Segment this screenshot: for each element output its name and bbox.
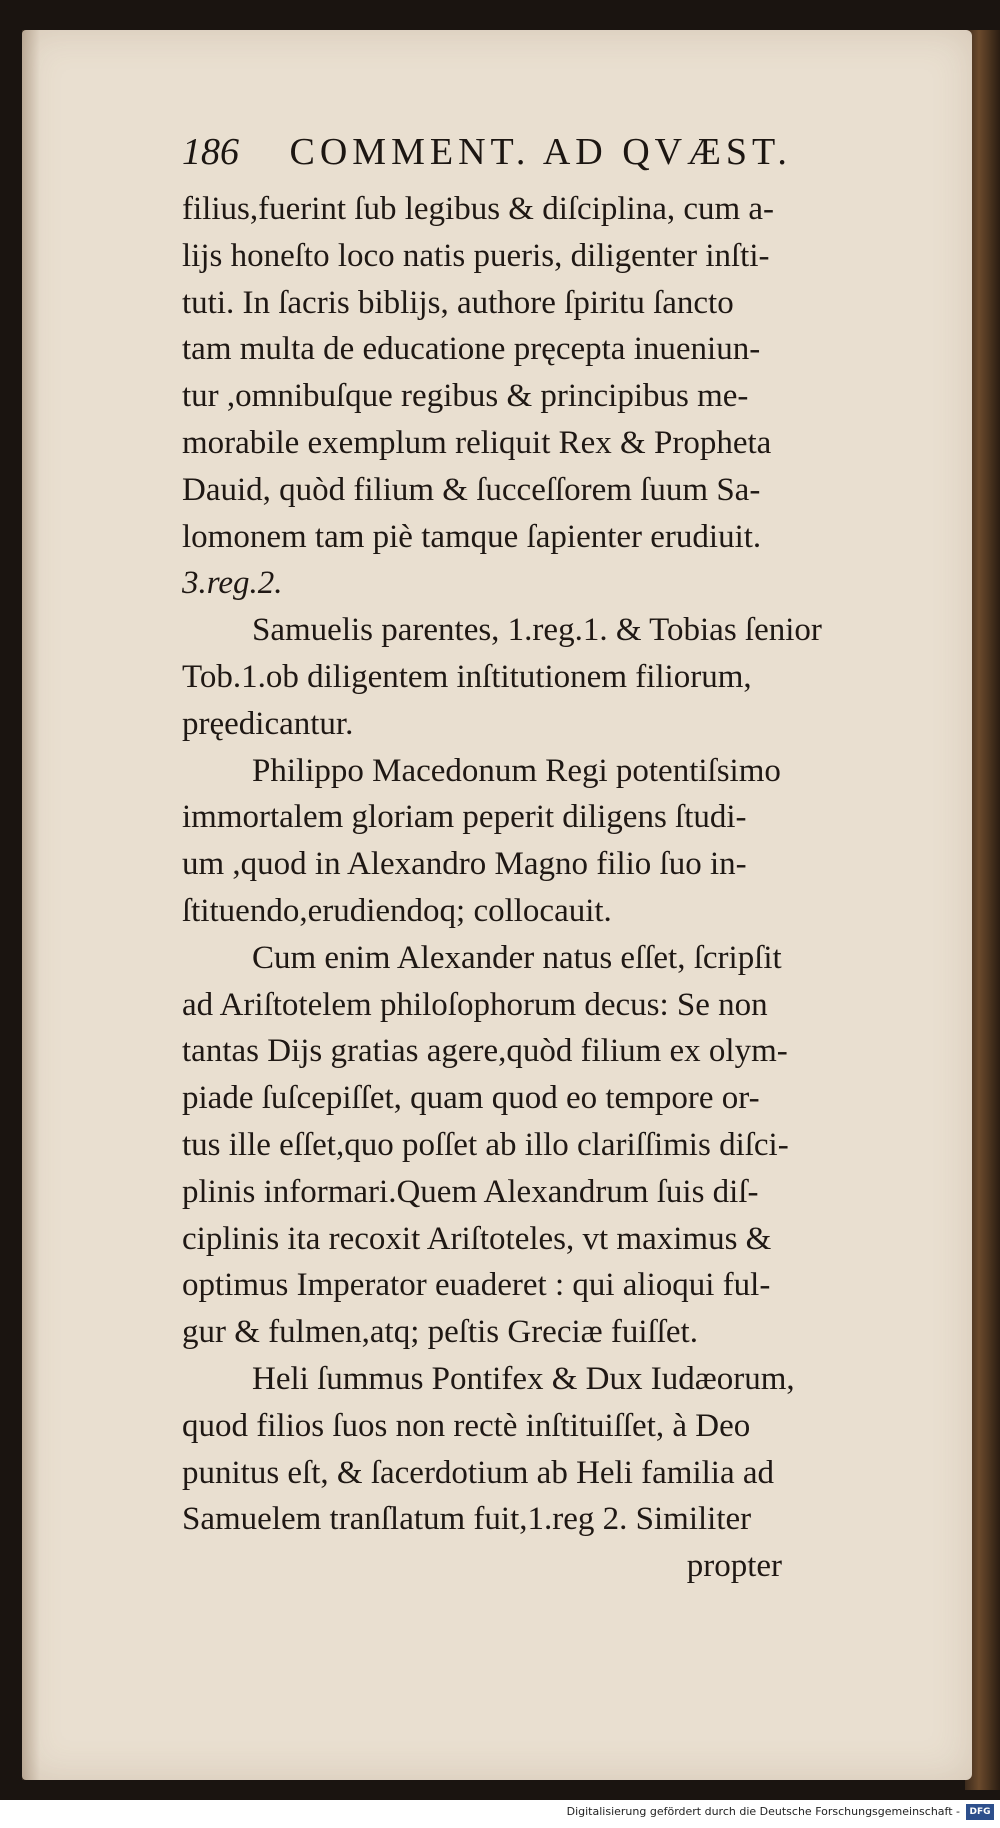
text-line: tuti. In ſacris biblijs, authore ſpiritu ſancto <box>182 284 734 321</box>
text-line: punitus eſt, & ſacerdotium ab Heli familia ad <box>182 1454 775 1491</box>
text-line: ciplinis ita recoxit Ariſtoteles, vt maximus & <box>182 1220 772 1257</box>
footer-credit: Digitalisierung gefördert durch die Deutsche Forschungsgemeinschaft - <box>566 1805 960 1818</box>
text-line: pręedicantur. <box>182 705 354 742</box>
text-line: ſtituendo,erudiendoq; collocauit. <box>182 892 612 929</box>
text-line: ad Ariſtotelem philoſophorum decus: Se non <box>182 986 768 1023</box>
running-header <box>182 130 942 190</box>
text-line: piade ſuſcepiſſet, quam quod eo tempore or- <box>182 1080 760 1117</box>
text-line: lomonem tam piè tamque ſapienter erudiuit. <box>182 518 762 555</box>
page-number: 186 <box>182 131 239 173</box>
catchword: propter <box>686 1548 782 1585</box>
text-line: 3.reg.2. <box>182 565 283 602</box>
text-line: um ,quod in Alexandro Magno filio ſuo in- <box>182 846 747 883</box>
text-line: Cum enim Alexander natus eſſet, ſcripſit <box>252 939 782 976</box>
text-line: tam multa de educatione pręcepta inueniun- <box>182 331 761 368</box>
text-line: quod filios ſuos non rectè inſtituiſſet, à Deo <box>182 1407 751 1444</box>
text-line: optimus Imperator euaderet : qui alioqui ful- <box>182 1267 771 1304</box>
text-line: tantas Dijs gratias agere,quòd filium ex olym- <box>182 1033 788 1070</box>
text-line: gur & fulmen,atq; peſtis Greciæ fuiſſet. <box>182 1314 698 1351</box>
dfg-logo-icon: DFG <box>966 1804 994 1820</box>
text-line: Samuelis parentes, 1.reg.1. & Tobias ſenior <box>252 612 822 649</box>
text-line: Philippo Macedonum Regi potentiſsimo <box>252 752 781 789</box>
gutter-shade <box>22 30 40 1780</box>
text-line: Samuelem tranſlatum fuit,1.reg 2. Similiter <box>182 1501 752 1538</box>
text-line: plinis informari.Quem Alexandrum ſuis diſ- <box>182 1173 759 1210</box>
text-line: immortalem gloriam peperit diligens ſtudi- <box>182 799 747 836</box>
text-line: filius,fuerint ſub legibus & diſciplina, cum a- <box>182 191 775 227</box>
text-line: Heli ſummus Pontifex & Dux Iudæorum, <box>252 1360 795 1397</box>
text-line: morabile exemplum reliquit Rex & Propheta <box>182 424 772 461</box>
text-line: Tob.1.ob diligentem inſtitutionem filiorum, <box>182 658 752 695</box>
body-text <box>182 186 982 1590</box>
running-title: COMMENT. AD QVÆST. <box>289 131 792 173</box>
text-line: lijs honeſto loco natis pueris, diligenter inſti- <box>182 237 770 274</box>
text-line: tus ille eſſet,quo poſſet ab illo clariſſimis diſci- <box>182 1126 789 1163</box>
text-line: Dauid, quòd filium & ſucceſſorem ſuum Sa- <box>182 471 761 508</box>
text-line: tur ,omnibuſque regibus & principibus me- <box>182 378 749 415</box>
